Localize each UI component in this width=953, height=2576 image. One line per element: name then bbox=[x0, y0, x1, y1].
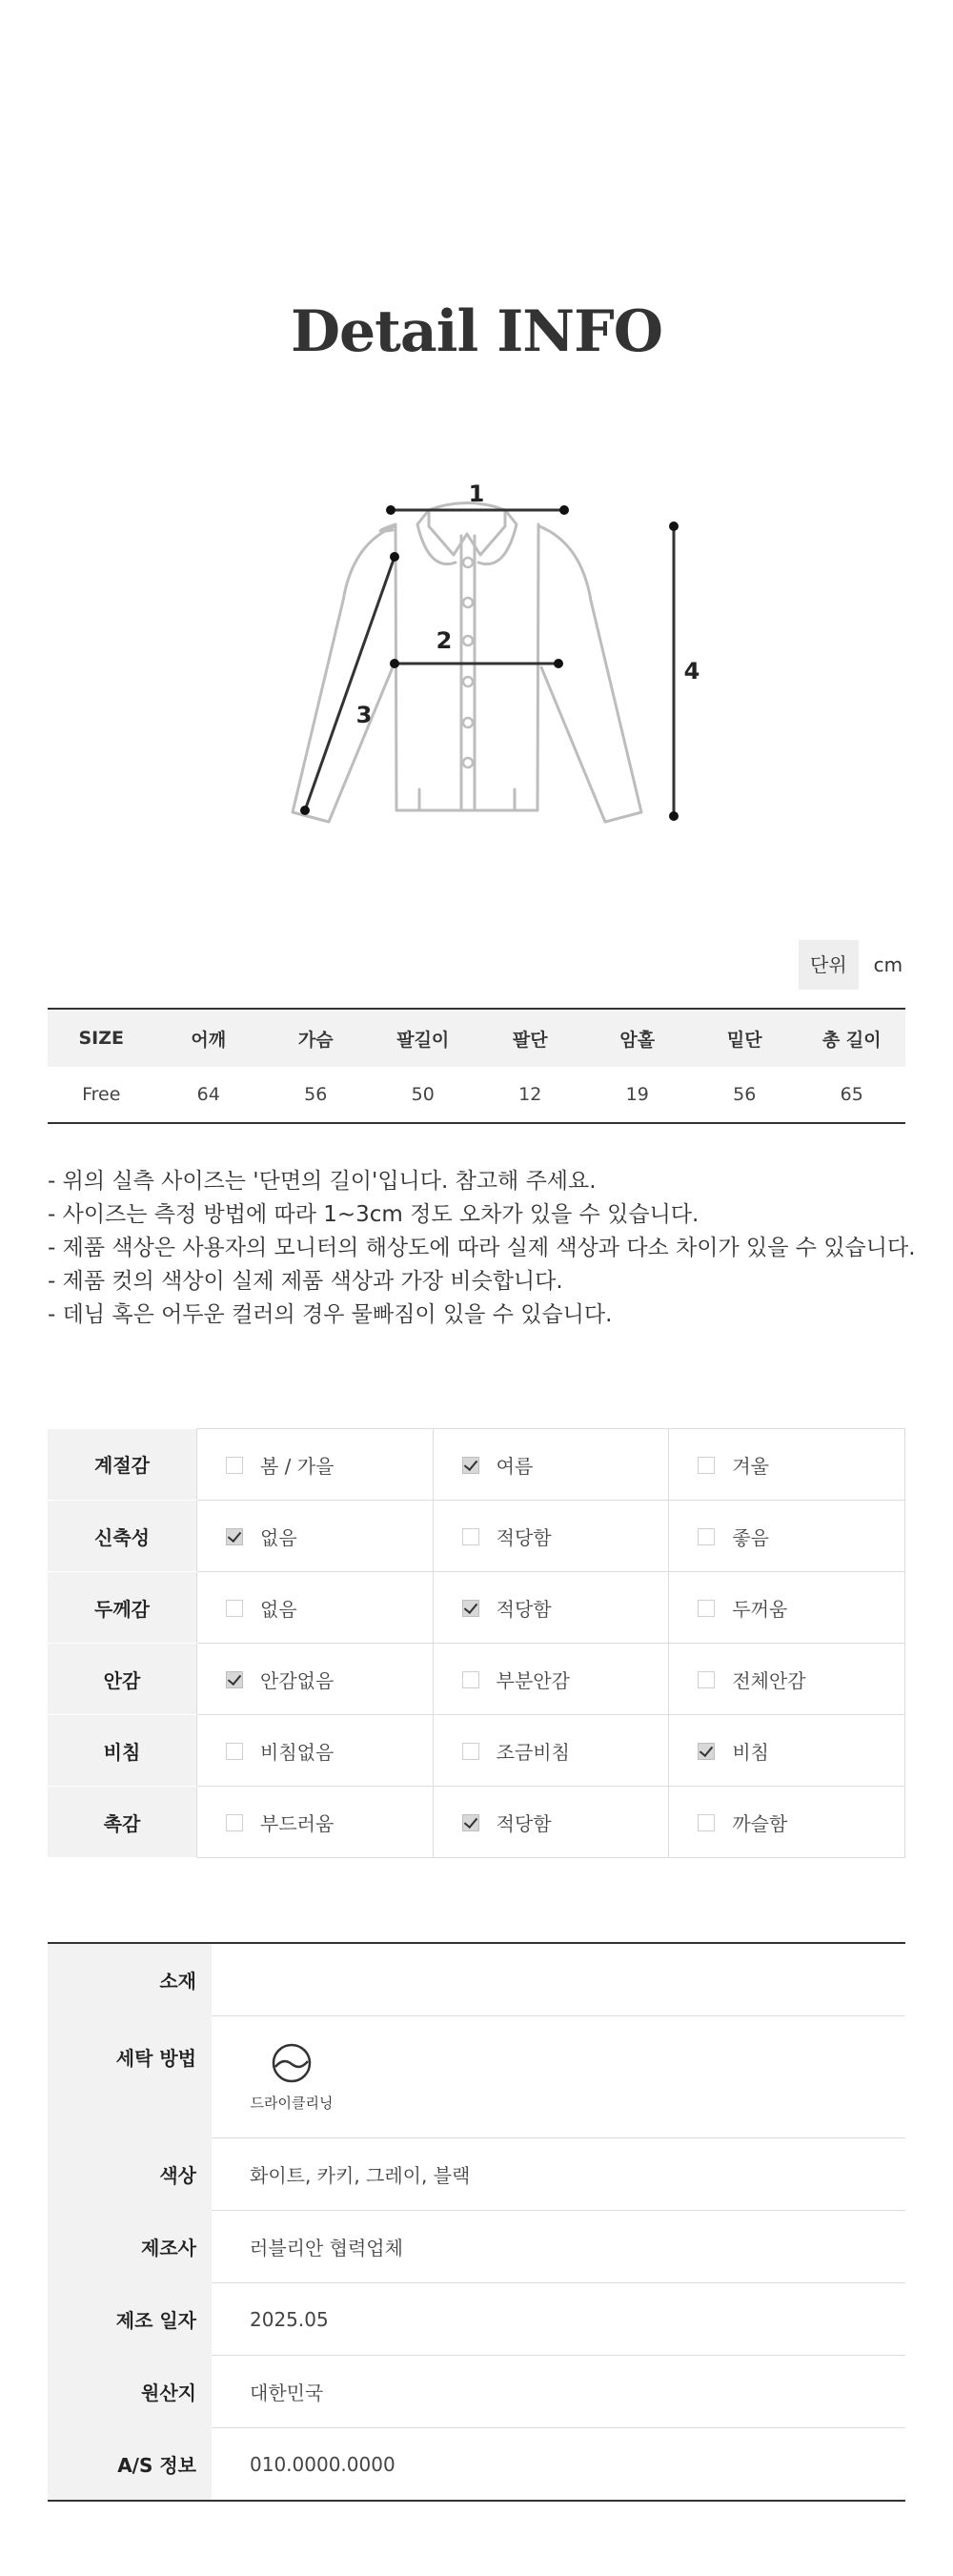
size-header: 팔단 bbox=[476, 1009, 584, 1067]
checkbox-checked[interactable] bbox=[226, 1528, 243, 1545]
unit-value: cm bbox=[873, 953, 903, 976]
page-title: Detail INFO bbox=[290, 298, 663, 365]
checkbox[interactable] bbox=[698, 1528, 715, 1545]
size-header: 밑단 bbox=[691, 1009, 799, 1067]
feel-label: 신축성 bbox=[48, 1501, 197, 1572]
feel-label: 촉감 bbox=[48, 1787, 197, 1858]
feel-option[interactable] bbox=[669, 1501, 905, 1572]
button-5 bbox=[463, 718, 473, 727]
feel-label: 계절감 bbox=[48, 1429, 197, 1501]
info-label: 원산지 bbox=[48, 2356, 212, 2428]
info-row-color bbox=[48, 2138, 905, 2211]
info-row-washing bbox=[48, 2016, 905, 2138]
info-value: 화이트, 카키, 그레이, 블랙 bbox=[212, 2138, 905, 2211]
size-cell: Free bbox=[48, 1067, 155, 1123]
checkbox-checked[interactable] bbox=[462, 1457, 479, 1474]
table-row bbox=[48, 1715, 905, 1787]
feel-option-label: 까슬함 bbox=[732, 1811, 788, 1835]
table-row bbox=[48, 1501, 905, 1572]
size-header-row bbox=[48, 1009, 905, 1067]
fabric-feel-table bbox=[48, 1428, 905, 1858]
button-3 bbox=[463, 636, 473, 645]
size-cell: 56 bbox=[262, 1067, 370, 1123]
info-value bbox=[212, 1943, 905, 2016]
feel-option[interactable] bbox=[669, 1572, 905, 1644]
info-label: 제조 일자 bbox=[48, 2283, 212, 2356]
checkbox[interactable] bbox=[462, 1671, 479, 1688]
feel-option[interactable] bbox=[433, 1501, 669, 1572]
size-header: 가슴 bbox=[262, 1009, 370, 1067]
table-row bbox=[48, 1067, 905, 1123]
note-line: - 데님 혹은 어두운 컬러의 경우 물빠짐이 있을 수 있습니다. bbox=[48, 1302, 613, 1327]
feel-option-label: 겨울 bbox=[732, 1454, 769, 1478]
feel-option-label: 적당함 bbox=[496, 1525, 552, 1549]
feel-option-label: 안감없음 bbox=[260, 1668, 335, 1692]
checkbox-checked[interactable] bbox=[226, 1671, 243, 1688]
info-value: 2025.05 bbox=[212, 2283, 905, 2356]
label-2: 2 bbox=[436, 627, 453, 654]
size-cell: 50 bbox=[370, 1067, 477, 1123]
feel-option[interactable] bbox=[433, 1644, 669, 1715]
unit-label: 단위 bbox=[799, 940, 859, 990]
size-cell: 64 bbox=[155, 1067, 263, 1123]
size-cell: 19 bbox=[584, 1067, 692, 1123]
feel-option-label: 두꺼움 bbox=[732, 1597, 788, 1621]
shirt-measurement-diagram bbox=[276, 467, 700, 839]
feel-option-label: 조금비침 bbox=[496, 1740, 570, 1764]
feel-option-label: 부분안감 bbox=[496, 1668, 570, 1692]
feel-option[interactable] bbox=[669, 1787, 905, 1858]
feel-option[interactable] bbox=[197, 1429, 434, 1501]
info-value: 대한민국 bbox=[212, 2356, 905, 2428]
feel-option[interactable] bbox=[669, 1644, 905, 1715]
checkbox[interactable] bbox=[226, 1457, 243, 1474]
size-table bbox=[48, 1008, 905, 1124]
checkbox[interactable] bbox=[226, 1814, 243, 1831]
right-sleeve bbox=[539, 526, 641, 822]
product-info-table bbox=[48, 1942, 905, 2502]
feel-option[interactable] bbox=[197, 1715, 434, 1787]
feel-option-label: 적당함 bbox=[496, 1597, 552, 1621]
checkbox[interactable] bbox=[226, 1600, 243, 1617]
size-header: 팔길이 bbox=[370, 1009, 477, 1067]
label-4: 4 bbox=[683, 658, 700, 685]
info-row-date bbox=[48, 2283, 905, 2356]
size-header: 총 길이 bbox=[799, 1009, 906, 1067]
unit-indicator bbox=[799, 940, 902, 990]
feel-option[interactable] bbox=[433, 1787, 669, 1858]
size-notes bbox=[48, 1165, 924, 1332]
info-label: 소재 bbox=[48, 1943, 212, 2016]
feel-label: 두께감 bbox=[48, 1572, 197, 1644]
feel-option-label: 여름 bbox=[496, 1454, 534, 1478]
button-6 bbox=[463, 758, 473, 767]
checkbox[interactable] bbox=[698, 1671, 715, 1688]
feel-option-label: 비침없음 bbox=[260, 1740, 335, 1764]
checkbox[interactable] bbox=[698, 1457, 715, 1474]
note-line: - 위의 실측 사이즈는 '단면의 길이'입니다. 참고해 주세요. bbox=[48, 1169, 597, 1194]
info-row-origin bbox=[48, 2356, 905, 2428]
feel-option[interactable] bbox=[197, 1501, 434, 1572]
checkbox-checked[interactable] bbox=[462, 1814, 479, 1831]
info-label: 색상 bbox=[48, 2138, 212, 2211]
table-row bbox=[48, 1787, 905, 1858]
info-label: 제조사 bbox=[48, 2211, 212, 2283]
size-header: 어깨 bbox=[155, 1009, 263, 1067]
feel-label: 안감 bbox=[48, 1644, 197, 1715]
info-value: 010.0000.0000 bbox=[250, 2452, 395, 2476]
info-row-maker bbox=[48, 2211, 905, 2283]
table-row bbox=[48, 1429, 905, 1501]
checkbox[interactable] bbox=[462, 1528, 479, 1545]
feel-option[interactable] bbox=[669, 1429, 905, 1501]
checkbox[interactable] bbox=[462, 1743, 479, 1760]
feel-option-label: 비침 bbox=[732, 1740, 769, 1764]
note-line: - 사이즈는 측정 방법에 따라 1~3cm 정도 오차가 있을 수 있습니다. bbox=[48, 1202, 700, 1227]
size-cell: 12 bbox=[476, 1067, 584, 1123]
feel-label: 비침 bbox=[48, 1715, 197, 1787]
info-row-material bbox=[48, 1943, 905, 2016]
feel-option-label: 좋음 bbox=[732, 1525, 769, 1549]
feel-option[interactable] bbox=[433, 1715, 669, 1787]
checkbox[interactable] bbox=[698, 1600, 715, 1617]
feel-option[interactable] bbox=[197, 1644, 434, 1715]
feel-option-label: 전체안감 bbox=[732, 1668, 806, 1692]
checkbox[interactable] bbox=[226, 1743, 243, 1760]
label-3: 3 bbox=[355, 702, 373, 728]
size-header: SIZE bbox=[48, 1009, 155, 1067]
checkbox-checked[interactable] bbox=[698, 1743, 715, 1760]
feel-option-label: 없음 bbox=[260, 1525, 297, 1549]
checkbox[interactable] bbox=[698, 1814, 715, 1831]
feel-option-label: 부드러움 bbox=[260, 1811, 335, 1835]
feel-option-label: 적당함 bbox=[496, 1811, 552, 1835]
feel-option[interactable] bbox=[197, 1572, 434, 1644]
info-label: 세탁 방법 bbox=[48, 2016, 212, 2138]
checkbox-checked[interactable] bbox=[462, 1600, 479, 1617]
feel-option[interactable] bbox=[433, 1572, 669, 1644]
size-header: 암홀 bbox=[584, 1009, 692, 1067]
table-row bbox=[48, 1644, 905, 1715]
button-4 bbox=[463, 677, 473, 686]
washing-method bbox=[244, 2042, 339, 2113]
info-label: A/S 정보 bbox=[48, 2428, 212, 2502]
washing-icon-label: 드라이클리닝 bbox=[250, 2094, 334, 2112]
info-value: 러블리안 협력업체 bbox=[212, 2211, 905, 2283]
left-sleeve bbox=[293, 524, 395, 822]
feel-option-label: 봄 / 가을 bbox=[260, 1454, 335, 1478]
note-line: - 제품 컷의 색상이 실제 제품 색상과 가장 비슷합니다. bbox=[48, 1269, 563, 1294]
feel-option[interactable] bbox=[197, 1787, 434, 1858]
feel-option-label: 없음 bbox=[260, 1597, 297, 1621]
size-cell: 65 bbox=[799, 1067, 906, 1123]
info-row-as bbox=[48, 2428, 905, 2502]
button-1 bbox=[463, 558, 473, 567]
size-cell: 56 bbox=[691, 1067, 799, 1123]
button-2 bbox=[463, 598, 473, 607]
feel-option[interactable] bbox=[433, 1429, 669, 1501]
dry-clean-icon bbox=[271, 2042, 313, 2084]
label-1: 1 bbox=[468, 480, 485, 507]
note-line: - 제품 색상은 사용자의 모니터의 해상도에 따라 실제 색상과 다소 차이가 있을 수 있습니다. bbox=[48, 1236, 916, 1260]
feel-option[interactable] bbox=[669, 1715, 905, 1787]
table-row bbox=[48, 1572, 905, 1644]
